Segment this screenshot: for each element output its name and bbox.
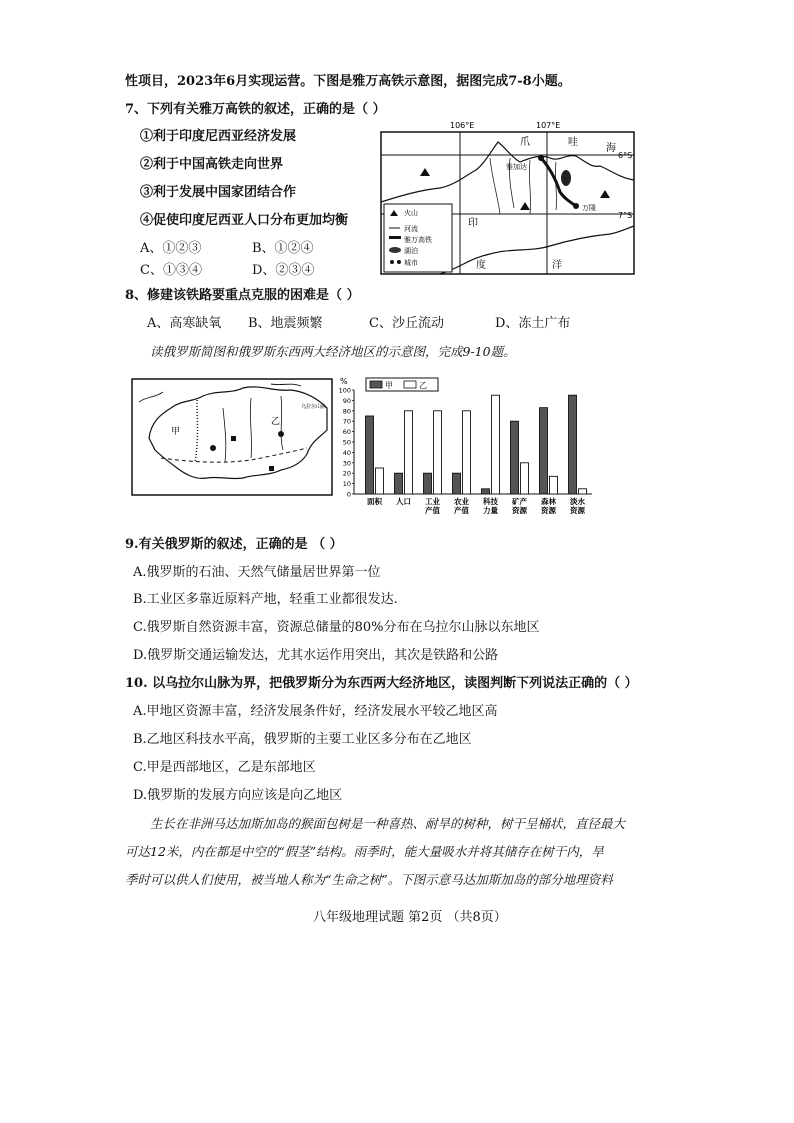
lake-icon: [561, 170, 571, 186]
ocean-char-2: 度: [476, 260, 486, 271]
passage-line-1: 生长在非洲马达加斯加岛的猴面包树是一种喜热、耐旱的树种，树干呈桶状，直径最大: [150, 816, 626, 831]
q7-item-1: ①利于印度尼西亚经济发展: [140, 129, 297, 144]
x-labels: [367, 496, 585, 515]
bar-甲-矿产资源: [511, 421, 519, 494]
x-tick-label: 资源: [512, 506, 527, 515]
bar-甲-面积: [366, 416, 374, 494]
hsr-map: [380, 118, 636, 280]
bar-甲-人口: [395, 473, 403, 494]
legend-label-甲: 甲: [385, 381, 393, 390]
q7-item-4: ④促使印度尼西亚人口分布更加均衡: [140, 213, 349, 228]
y-tick-label: 50: [342, 438, 351, 447]
q7-stem: 7、下列有关雅万高铁的叙述，正确的是（ ）: [125, 102, 386, 117]
q8-option-c: C、沙丘流动: [369, 316, 444, 331]
x-tick-label: 资源: [570, 506, 585, 515]
y-tick-label: 20: [342, 469, 351, 478]
intro-line: 性项目，2023年6月实现运营。下图是雅万高铁示意图，据图完成7-8小题。: [125, 74, 571, 89]
q7-item-2: ②利于中国高铁走向世界: [140, 157, 284, 172]
q10-option-a: A.甲地区资源丰富，经济发展条件好，经济发展水平较乙地区高: [133, 704, 498, 719]
sea-char-1: 爪: [520, 137, 530, 148]
x-tick-label: 产值: [425, 506, 440, 515]
q10-stem: 10. 以乌拉尔山脉为界，把俄罗斯分为东西两大经济地区，读图判断下列说法正确的（ ）: [125, 676, 638, 691]
q9-option-a: A.俄罗斯的石油、天然气储量居世界第一位: [133, 565, 381, 580]
q9-stem: 9.有关俄罗斯的叙述，正确的是 （ ）: [125, 537, 343, 552]
x-tick-label: 淡水: [570, 497, 585, 506]
russia-map: [131, 378, 333, 500]
bar-乙-矿产资源: [521, 463, 529, 494]
x-tick-label: 产值: [454, 506, 469, 515]
bar-乙-面积: [376, 468, 384, 494]
bar-乙-森林资源: [550, 476, 558, 494]
y-axis-label: %: [340, 377, 348, 386]
y-tick-label: 70: [342, 417, 351, 426]
bars: [366, 395, 587, 494]
legend-lake: 湖泊: [404, 247, 418, 255]
region-jia: 甲: [171, 427, 181, 437]
bar-乙-人口: [405, 411, 413, 494]
legend-volcano: 火山: [404, 209, 418, 217]
sea-char-2: 哇: [568, 137, 578, 148]
legend-swatch-乙: [404, 381, 416, 388]
q8-option-d: D、冻土广布: [495, 316, 571, 331]
x-tick-label: 矿产: [512, 497, 527, 506]
q10-option-d: D.俄罗斯的发展方向应该是向乙地区: [133, 788, 343, 803]
sea-char-3: 海: [606, 143, 616, 154]
q7-option-c: C、①③④: [140, 263, 202, 278]
city-jakarta: 雅加达: [506, 163, 527, 171]
q9-option-d: D.俄罗斯交通运输发达，尤其水运作用突出，其次是铁路和公路: [133, 648, 499, 663]
lon-left: 106°E: [450, 121, 475, 130]
y-tick-label: 0: [346, 490, 351, 499]
lon-right: 107°E: [536, 121, 561, 130]
bar-乙-工业产值: [434, 411, 442, 494]
y-tick-label: 90: [342, 396, 351, 405]
x-tick-label: 资源: [541, 506, 556, 515]
y-tick-label: 80: [342, 407, 351, 416]
y-tick-label: 40: [342, 448, 351, 457]
bar-甲-科技力量: [482, 489, 490, 494]
x-tick-label: 力量: [483, 506, 498, 515]
legend-river: 河流: [404, 225, 418, 233]
q8-option-a: A、高寒缺氧: [147, 316, 222, 331]
bar-甲-淡水资源: [569, 395, 577, 494]
ural-label: 乌拉尔山脉: [301, 404, 327, 410]
economic-regions-chart: [336, 376, 596, 530]
section-intro: 读俄罗斯简图和俄罗斯东西两大经济地区的示意图，完成9-10题。: [150, 344, 516, 359]
ocean-char-3: 洋: [552, 260, 562, 271]
q7-option-b: B、①②④: [252, 241, 314, 256]
x-tick-label: 工业: [425, 497, 440, 506]
page-footer: 八年级地理试题 第2页 （共8页）: [313, 910, 507, 925]
q7-item-3: ③利于发展中国家团结合作: [140, 185, 297, 200]
city-bandung: 万隆: [582, 204, 596, 212]
q7-option-d: D、②③④: [252, 263, 315, 278]
legend-label-乙: 乙: [419, 381, 427, 390]
ocean-char-1: 印: [468, 218, 478, 229]
y-tick-label: 60: [342, 428, 351, 437]
x-tick-label: 面积: [367, 497, 382, 506]
city-icon: [573, 203, 579, 209]
x-tick-label: 科技: [483, 497, 498, 506]
y-tick-label: 10: [342, 480, 351, 489]
q8-stem: 8、修建该铁路要重点克服的困难是（ ）: [125, 288, 360, 303]
q9-option-b: B.工业区多靠近原料产地，轻重工业都很发达.: [133, 592, 398, 607]
passage-line-2: 可达12米，内在都是中空的“假茎”结构。雨季时，能大量吸水并将其储存在树干内，旱: [125, 844, 604, 859]
y-ticks: [339, 387, 354, 499]
bar-甲-森林资源: [540, 408, 548, 494]
legend-city: 城市: [404, 259, 418, 267]
legend-railway: 雅万高铁: [404, 236, 432, 244]
bar-甲-农业产值: [453, 473, 461, 494]
legend-swatch-甲: [370, 381, 382, 388]
region-yi: 乙: [271, 417, 281, 427]
q7-option-a: A、①②③: [140, 241, 202, 256]
q9-option-c: C.俄罗斯自然资源丰富，资源总储量的80%分布在乌拉尔山脉以东地区: [133, 620, 540, 635]
x-tick-label: 农业: [454, 497, 469, 506]
bar-乙-科技力量: [492, 395, 500, 494]
y-tick-label: 100: [338, 386, 351, 395]
passage-line-3: 季时可以供人们使用，被当地人称为“生命之树”。下图示意马达加斯加岛的部分地理资料: [125, 872, 613, 887]
q10-option-b: B.乙地区科技水平高，俄罗斯的主要工业区多分布在乙地区: [133, 732, 472, 747]
lat-bottom: 7°S: [618, 211, 633, 220]
lat-top: 6°S: [618, 151, 633, 160]
x-tick-label: 森林: [541, 497, 556, 506]
q8-option-b: B、地震频繁: [248, 316, 323, 331]
q10-option-c: C.甲是西部地区，乙是东部地区: [133, 760, 316, 775]
x-tick-label: 人口: [396, 497, 411, 506]
chart-legend: [366, 378, 438, 391]
bar-乙-淡水资源: [579, 489, 587, 494]
y-tick-label: 30: [342, 459, 351, 468]
city-icon: [538, 155, 544, 161]
bar-甲-工业产值: [424, 473, 432, 494]
bar-乙-农业产值: [463, 411, 471, 494]
